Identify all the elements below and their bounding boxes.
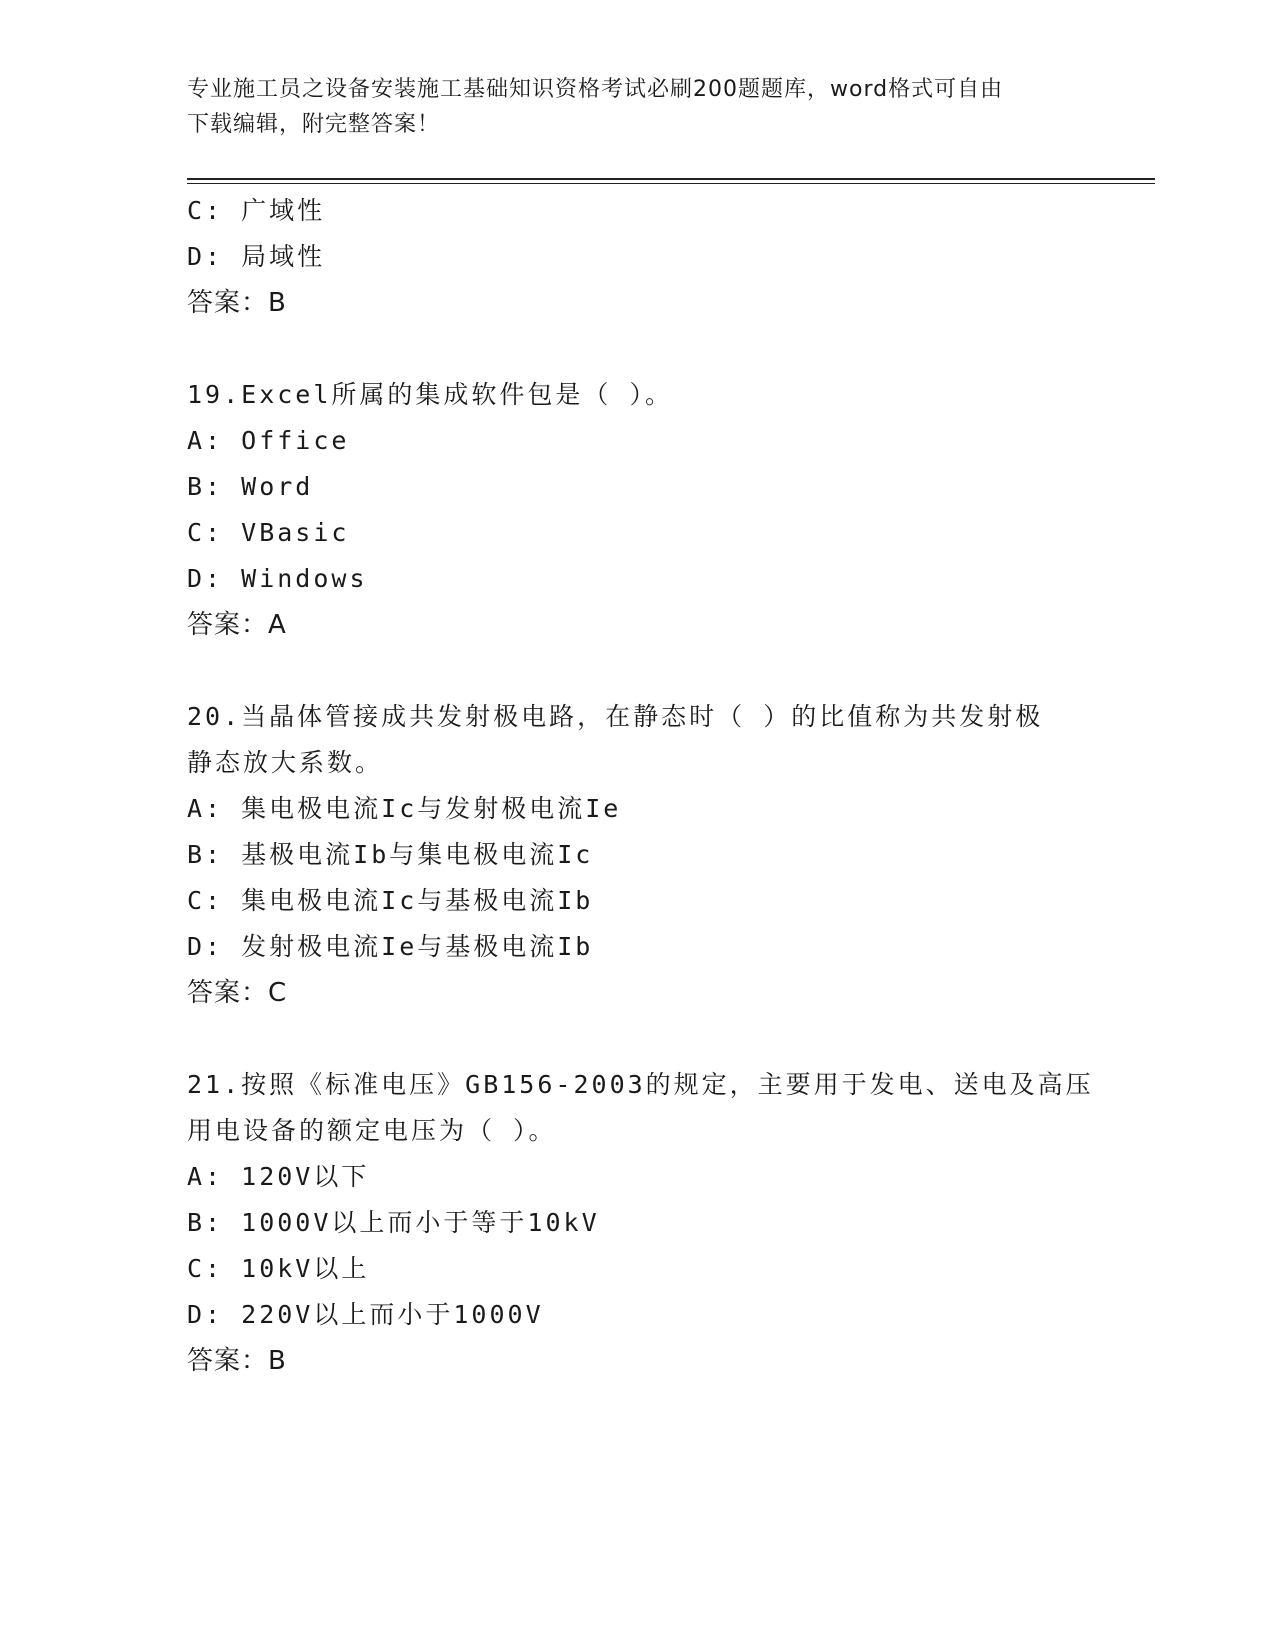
header-divider-thin (187, 183, 1155, 184)
question-list (187, 188, 1094, 1384)
question-19 (187, 372, 1087, 648)
previous-question-tail (187, 188, 1087, 326)
option-b: B: 基极电流Ib与集电极电流Ic (187, 840, 594, 869)
option-d: D: 220V以上而小于1000V (187, 1300, 544, 1329)
answer-line: 答案：C (187, 978, 288, 1008)
option-d: D: 发射极电流Ie与基极电流Ib (187, 932, 594, 961)
header-divider-thick (187, 178, 1155, 180)
answer-line: 答案：B (187, 288, 287, 318)
header-title-line-1: 专业施工员之设备安装施工基础知识资格考试必刷200题题库，word格式可自由 (187, 77, 1004, 102)
option-d: D: 局域性 (187, 242, 326, 271)
question-stem: 20.当晶体管接成共发射极电路，在静态时（ ）的比值称为共发射极 (187, 702, 1044, 731)
option-a: A: Office (187, 426, 350, 455)
answer-line: 答案：B (187, 1346, 287, 1376)
header-title-line-2: 下载编辑，附完整答案！ (187, 112, 441, 137)
question-stem: 19.Excel所属的集成软件包是（ ）。 (187, 380, 673, 409)
question-20 (187, 694, 1087, 1016)
option-a: A: 集电极电流Ic与发射极电流Ie (187, 794, 622, 823)
question-21 (187, 1062, 1094, 1384)
question-stem-continued: 静态放大系数。 (187, 748, 384, 777)
document-header (187, 72, 1087, 142)
option-d: D: Windows (187, 564, 368, 593)
question-spacer (187, 326, 1087, 372)
option-c: C: 广域性 (187, 196, 326, 225)
answer-line: 答案：A (187, 610, 287, 640)
question-spacer (187, 648, 1087, 694)
question-spacer (187, 1016, 1087, 1062)
option-a: A: 120V以下 (187, 1162, 370, 1191)
option-b: B: Word (187, 472, 314, 501)
question-stem-continued: 用电设备的额定电压为（ ）。 (187, 1116, 557, 1145)
question-stem: 21.按照《标准电压》GB156-2003的规定，主要用于发电、送电及高压 (187, 1070, 1094, 1099)
option-b: B: 1000V以上而小于等于10kV (187, 1208, 600, 1237)
option-c: C: 集电极电流Ic与基极电流Ib (187, 886, 594, 915)
option-c: C: 10kV以上 (187, 1254, 370, 1283)
option-c: C: VBasic (187, 518, 350, 547)
